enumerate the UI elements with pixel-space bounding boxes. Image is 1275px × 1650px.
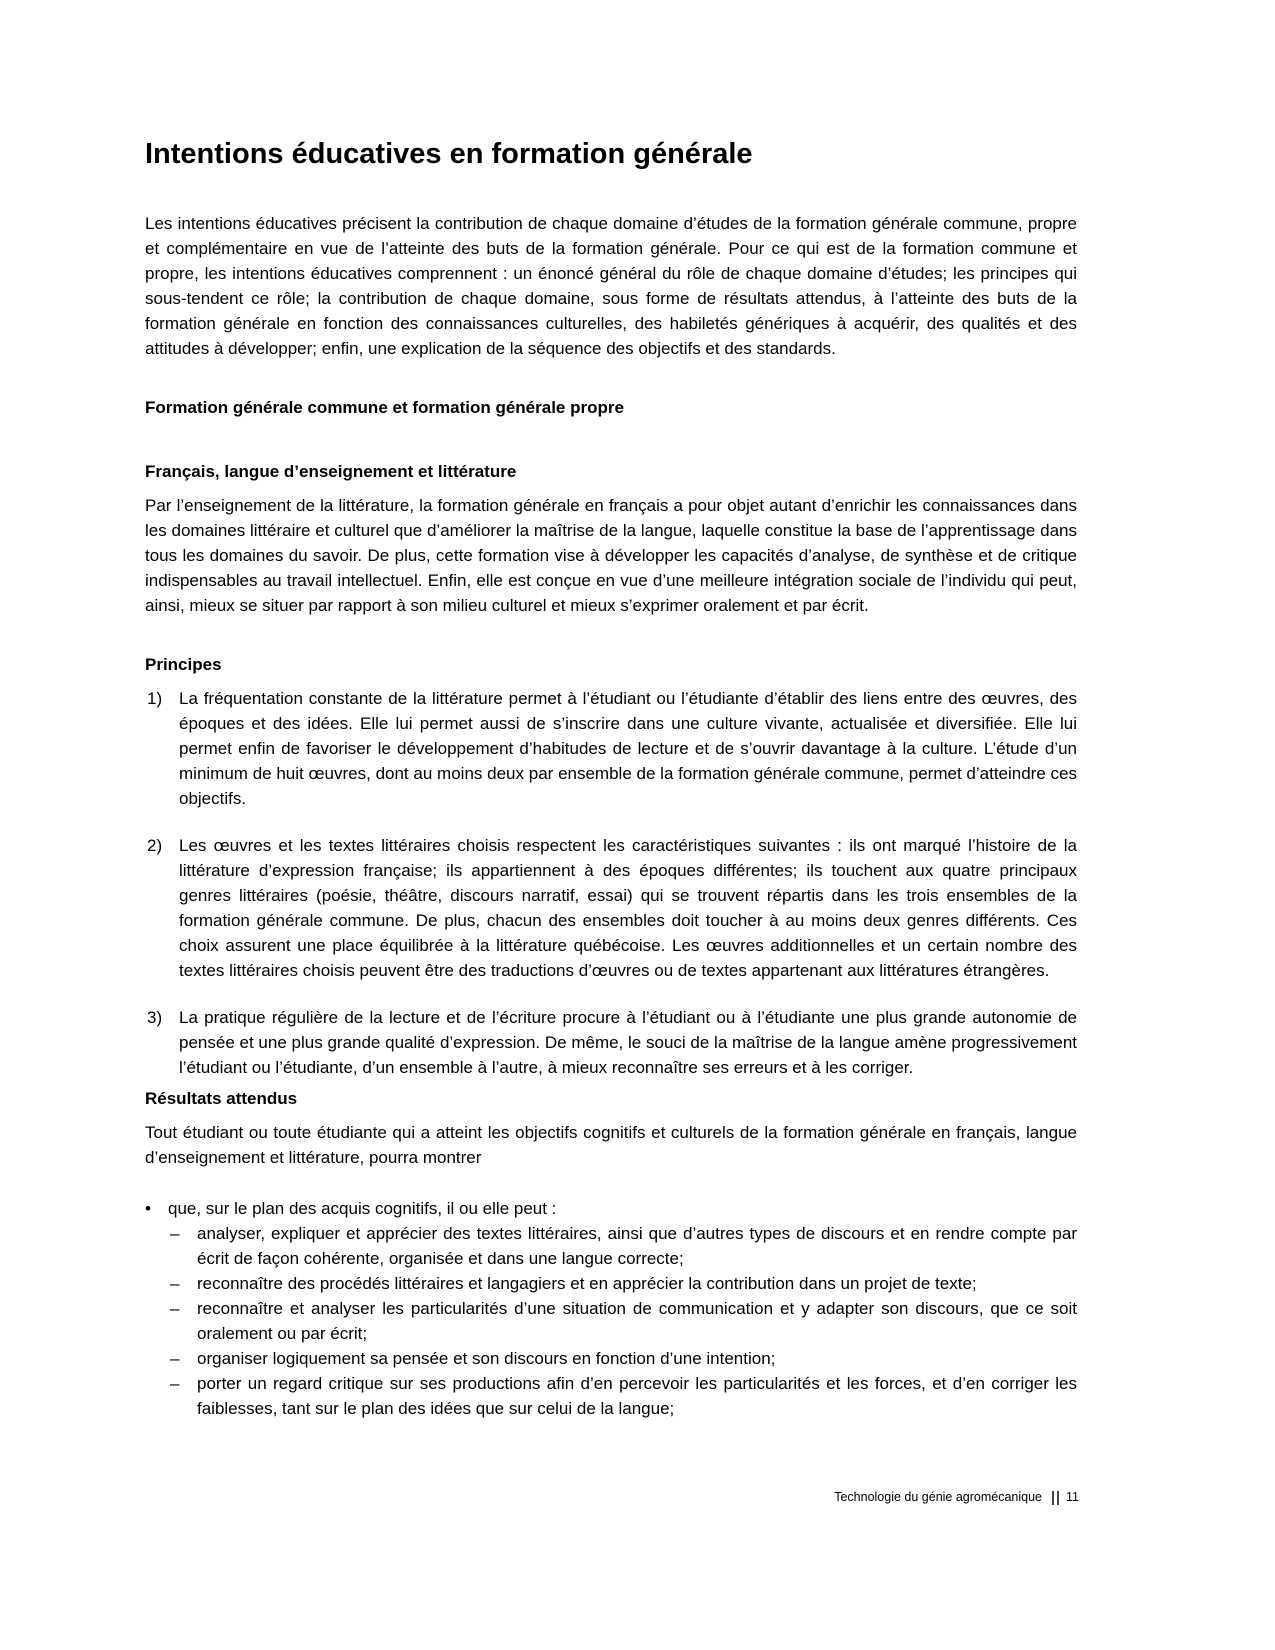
page-footer xyxy=(834,1490,1079,1505)
list-number: 3) xyxy=(147,1008,163,1027)
list-number: 2) xyxy=(147,836,163,855)
list-item-text: La fréquentation constante de la littérature permet à l’étudiant ou l’étudiante d’établir des liens entre des œuvres, des époques et des idées. Elle lui permet aussi de s’inscrire dans une culture vivante, actualisée et diversifiée. Elle lui permet enfin de favoriser le développement d’habitudes de lecture et de s’ouvrir davantage à la culture. L’étude d’un minimum de huit œuvres, dont au moins deux par ensemble de la formation générale commune, permet d’atteindre ces objectifs. xyxy=(179,689,1077,808)
page-title: Intentions éducatives en formation générale xyxy=(145,138,753,170)
bullet-item-acquis-cognitifs xyxy=(145,1196,1077,1221)
footer-separator xyxy=(1052,1491,1059,1505)
dash-item-2 xyxy=(145,1271,1077,1296)
principe-item-1 xyxy=(145,686,1077,811)
dash-item-text: porter un regard critique sur ses productions afin d’en percevoir les particularités et les forces, et d’en corriger les faiblesses, tant sur le plan des idées que sur celui de la langue; xyxy=(197,1374,1077,1418)
page-number: 11 xyxy=(1066,1490,1079,1504)
heading-francais: Français, langue d’enseignement et littérature xyxy=(145,462,517,481)
dash-item-3 xyxy=(145,1296,1077,1346)
resultats-intro-paragraph: Tout étudiant ou toute étudiante qui a atteint les objectifs cognitifs et culturels de la formation générale en français, langue d’enseignement et littérature, pourra montrer xyxy=(145,1123,1077,1167)
dash-item-text: reconnaître des procédés littéraires et langagiers et en apprécier la contribution dans un projet de texte; xyxy=(197,1274,977,1293)
footer-document-title: Technologie du génie agromécanique xyxy=(834,1490,1043,1504)
dash-item-text: analyser, expliquer et apprécier des textes littéraires, ainsi que d’autres types de discours et en rendre compte par écrit de façon cohérente, organisée et dans une langue correcte; xyxy=(197,1224,1077,1268)
principe-item-2 xyxy=(145,833,1077,983)
dash-item-text: organiser logiquement sa pensée et son discours en fonction d’une intention; xyxy=(197,1349,776,1368)
bullet-text: que, sur le plan des acquis cognitifs, il ou elle peut : xyxy=(168,1199,557,1218)
heading-principes: Principes xyxy=(145,655,222,674)
list-number: 1) xyxy=(147,689,163,708)
dash-item-5 xyxy=(145,1371,1077,1421)
paragraph-francais: Par l’enseignement de la littérature, la formation générale en français a pour objet autant d’enrichir les connaissances dans les domaines littéraire et culturel que d’améliorer la maîtrise de la langue, laquelle constitue la base de l’apprentissage dans tous les domaines du savoir. De plus, cette formation vise à développer les capacités d’analyse, de synthèse et de critique indispensables au travail intellectuel. Enfin, elle est conçue en vue d’une meilleure intégration sociale de l’individu qui peut, ainsi, mieux se situer par rapport à son milieu culturel et mieux s’exprimer oralement et par écrit. xyxy=(145,496,1077,615)
dash-marker: – xyxy=(170,1274,180,1293)
dash-marker: – xyxy=(170,1299,180,1318)
intro-paragraph: Les intentions éducatives précisent la contribution de chaque domaine d’études de la formation générale commune, propre et complémentaire en vue de l’atteinte des buts de la formation générale. Pour ce qui est de la formation commune et propre, les intentions éducatives comprennent : un énoncé général du rôle de chaque domaine d’études; les principes qui sous-tendent ce rôle; la contribution de chaque domaine, sous forme de résultats attendus, à l’atteinte des buts de la formation générale en fonction des connaissances culturelles, des habiletés génériques à acquérir, des qualités et des attitudes à développer; enfin, une explication de la séquence des objectifs et des standards. xyxy=(145,214,1077,358)
page-content xyxy=(145,138,1077,1421)
dash-item-4 xyxy=(145,1346,1077,1371)
dash-item-1 xyxy=(145,1221,1077,1271)
dash-marker: – xyxy=(170,1374,180,1393)
list-item-text: La pratique régulière de la lecture et de l’écriture procure à l’étudiant ou à l’étudiante une plus grande autonomie de pensée et une plus grande qualité d’expression. De même, le souci de la maîtrise de la langue amène progressivement l’étudiant ou l’étudiante, d’un ensemble à l’autre, à mieux reconnaître ses erreurs et à les corriger. xyxy=(179,1008,1077,1077)
heading-formation-generale: Formation générale commune et formation générale propre xyxy=(145,398,624,417)
dash-marker: – xyxy=(170,1224,180,1243)
principe-item-3 xyxy=(145,1005,1077,1080)
bullet-marker: • xyxy=(145,1199,151,1218)
dash-item-text: reconnaître et analyser les particularités d’une situation de communication et y adapter son discours, que ce soit oralement ou par écrit; xyxy=(197,1299,1077,1343)
heading-resultats: Résultats attendus xyxy=(145,1089,298,1108)
dash-marker: – xyxy=(170,1349,180,1368)
list-item-text: Les œuvres et les textes littéraires choisis respectent les caractéristiques suivantes : ils ont marqué l’histoire de la littérature d’expression française; ils appartiennent à des époques différentes; ils touchent aux quatre principaux genres littéraires (poésie, théâtre, discours narratif, essai) qui se trouvent répartis dans les trois ensembles de la formation générale commune. De plus, chacun des ensembles doit toucher à au moins deux genres différents. Ces choix assurent une place équilibrée à la littérature québécoise. Les œuvres additionnelles et un certain nombre des textes littéraires choisis peuvent être des traductions d’œuvres ou de textes appartenant aux littératures étrangères. xyxy=(179,836,1077,980)
